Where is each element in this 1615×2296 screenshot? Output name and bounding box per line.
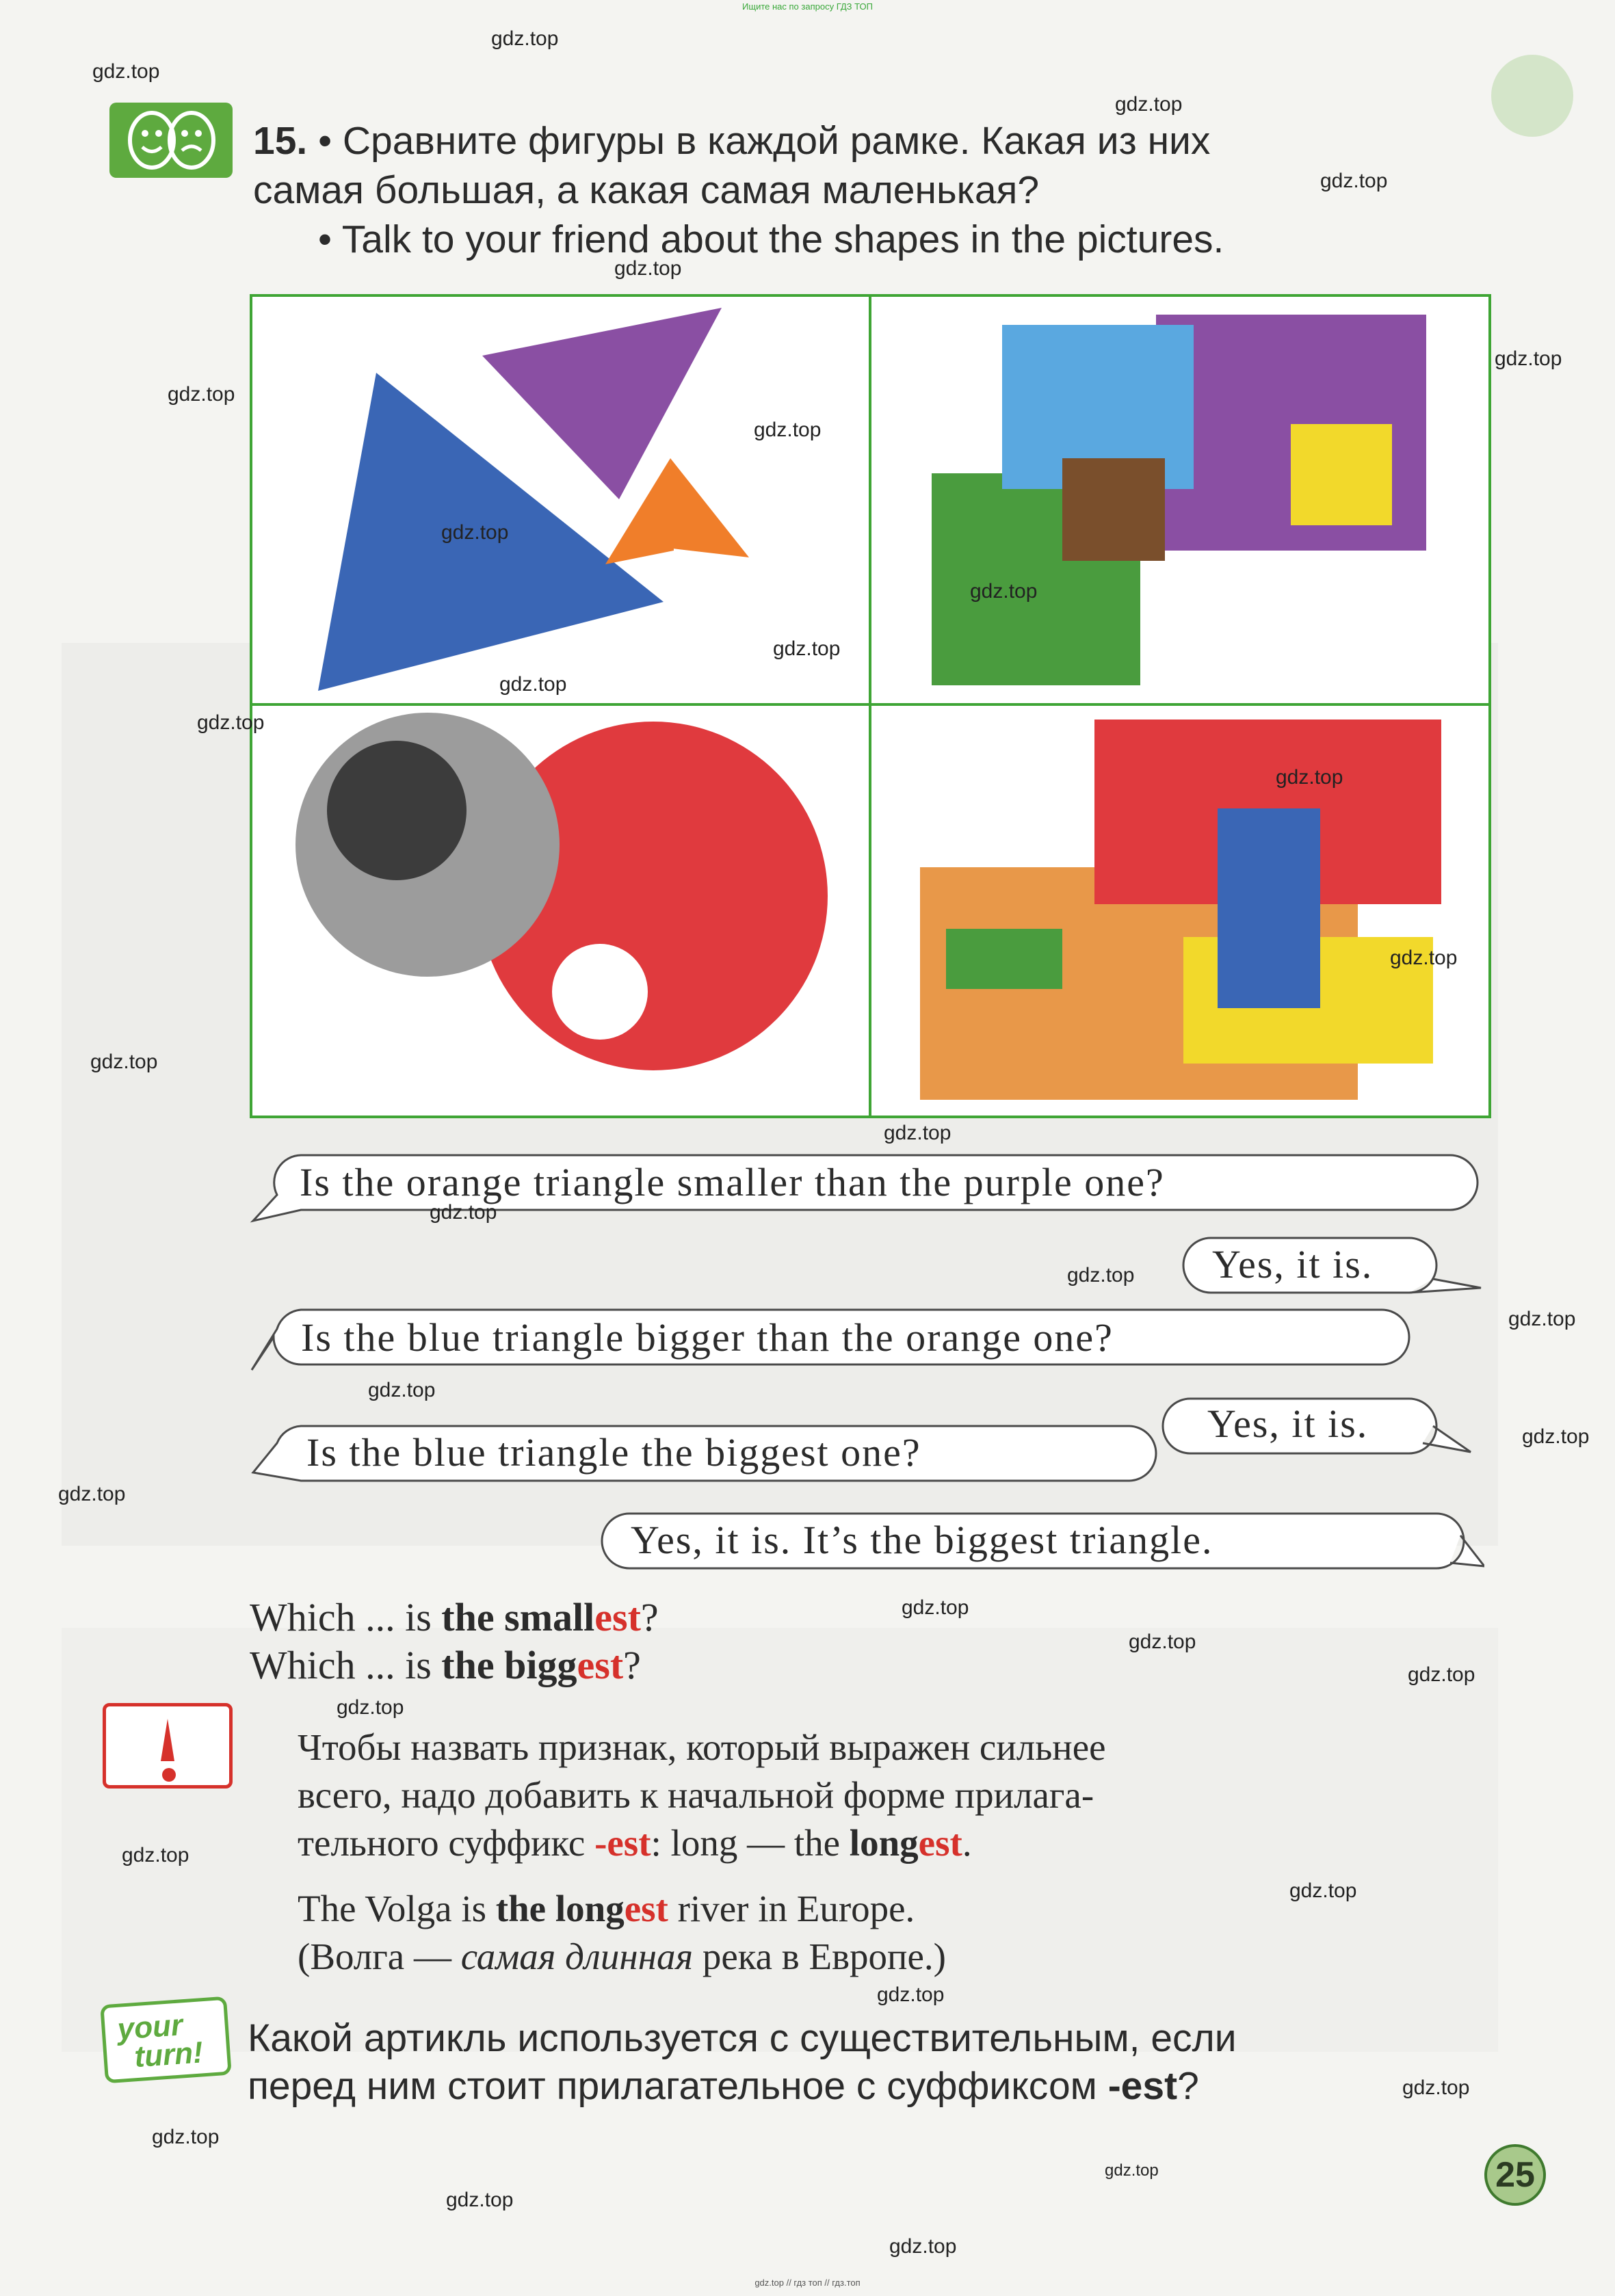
pattern-1-prefix: Which ... is (250, 1595, 442, 1639)
pattern-2-article: the (441, 1643, 505, 1687)
watermark: gdz.top (168, 383, 235, 406)
pattern-biggest (250, 1641, 641, 1689)
rule-example-suffix: est (918, 1822, 962, 1864)
shapes-figure (250, 294, 1491, 1118)
exercise-line-3: • Talk to your friend about the shapes in the pictures. (318, 217, 1224, 261)
pattern-1-stem: small (504, 1595, 595, 1639)
green-rectangle (946, 929, 1062, 989)
pattern-2-stem: bigg (504, 1643, 577, 1687)
watermark: gdz.top (884, 1122, 951, 1144)
pattern-2-prefix: Which ... is (250, 1643, 442, 1687)
your-turn-suffix: -est (1107, 2064, 1178, 2108)
rule-line-3-prefix: тельного суффикс (298, 1822, 595, 1864)
exercise-line-1 (253, 116, 1491, 166)
pattern-2-suffix: est (577, 1643, 624, 1687)
watermark: gdz.top (58, 1483, 126, 1505)
dialogue-question-2: Is the blue triangle bigger than the orange one? (301, 1315, 1114, 1360)
watermark: gdz.top (773, 637, 841, 660)
rule-translation-prefix: (Волга — (298, 1936, 461, 1977)
blue-rectangle (1218, 808, 1320, 1008)
watermark: gdz.top (1276, 766, 1343, 789)
dialogue-question-3: Is the blue triangle the biggest one? (306, 1430, 921, 1475)
rule-translation-postfix: река в Европе.) (693, 1936, 946, 1977)
your-turn-badge (100, 1996, 232, 2084)
your-turn-question (248, 2014, 1493, 2110)
rule-translation (298, 1933, 1488, 1981)
rule-translation-italic: самая длинная (460, 1936, 694, 1977)
watermark: gdz.top (902, 1596, 969, 1619)
brown-square (1062, 458, 1165, 561)
watermark: gdz.top (491, 27, 559, 50)
exercise-line-2: самая большая, а какая самая маленькая? (253, 168, 1040, 212)
watermark: gdz.top (877, 1983, 945, 2006)
watermark: gdz.top (1522, 1425, 1590, 1448)
watermark: gdz.top (1495, 347, 1562, 370)
watermark: gdz.top (368, 1379, 436, 1401)
watermark: gdz.top (970, 580, 1038, 603)
watermark: gdz.top (122, 1844, 189, 1866)
bottom-footer-link[interactable]: gdz.top // гдз топ // гдз.топ (754, 2278, 861, 2288)
watermark: gdz.top (1508, 1308, 1576, 1330)
green-circle-badge (1491, 55, 1573, 137)
rule-example-postfix: river in Europe. (668, 1888, 915, 1929)
watermark: gdz.top (152, 2126, 220, 2148)
your-turn-line-2-prefix: перед ним стоит прилагательное с суффиксом (248, 2064, 1108, 2108)
rule-line-1: Чтобы назвать признак, который выражен сильнее (298, 1726, 1106, 1768)
watermark: gdz.top (441, 521, 509, 544)
watermark: gdz.top (446, 2189, 514, 2211)
watermark: gdz.top (197, 711, 265, 734)
dark-gray-circle (327, 741, 467, 880)
watermark: gdz.top (614, 257, 682, 280)
pattern-2-question-mark: ? (623, 1643, 641, 1687)
pattern-smallest (250, 1594, 659, 1641)
your-turn-badge-line-1: your (116, 2008, 184, 2046)
watermark: gdz.top (889, 2235, 957, 2258)
watermark: gdz.top (1115, 93, 1183, 116)
watermark: gdz.top (1390, 947, 1458, 969)
your-turn-question-mark: ? (1177, 2064, 1199, 2108)
watermark: gdz.top (1129, 1631, 1196, 1653)
rule-example-stem: long (849, 1822, 919, 1864)
yellow-square (1291, 424, 1392, 525)
watermark: gdz.top (1105, 2161, 1159, 2180)
dialogue-answer-2: Yes, it is. (1207, 1401, 1369, 1446)
white-circle (552, 944, 648, 1040)
page-number: 25 (1484, 2144, 1546, 2206)
watermark: gdz.top (1402, 2076, 1470, 2099)
watermark: gdz.top (430, 1201, 497, 1224)
exercise-instructions (253, 116, 1491, 264)
your-turn-badge-line-2: turn! (133, 2035, 205, 2074)
watermark: gdz.top (1320, 170, 1388, 192)
your-turn-line-2 (248, 2062, 1493, 2110)
exercise-line-1-text: • Сравните фигуры в каждой рамке. Какая из них (318, 119, 1211, 163)
watermark: gdz.top (499, 673, 567, 696)
rule-example-article: the (495, 1888, 555, 1929)
dialogue-question-1: Is the orange triangle smaller than the purple one? (300, 1160, 1165, 1204)
rule-line-3-middle: : long — the (651, 1822, 850, 1864)
rule-line-2: всего, надо добавить к начальной форме прилага- (298, 1774, 1094, 1816)
rule-line-3 (298, 1819, 1488, 1867)
rule-example-word-suffix: est (624, 1888, 668, 1929)
rule-suffix: -est (594, 1822, 651, 1864)
watermark: gdz.top (1067, 1264, 1135, 1286)
pattern-1-question-mark: ? (640, 1595, 659, 1639)
watermark: gdz.top (1408, 1663, 1475, 1686)
rule-example-prefix: The Volga is (298, 1888, 496, 1929)
dialogue-answer-1: Yes, it is. (1212, 1242, 1374, 1286)
watermark: gdz.top (1289, 1879, 1357, 1902)
exercise-number: 15. (253, 119, 308, 163)
top-search-link[interactable]: Ищите нас по запросу ГДЗ ТОП (742, 1, 873, 12)
masks-icon (109, 103, 233, 178)
watermark: gdz.top (90, 1051, 158, 1073)
pattern-1-suffix: est (594, 1595, 641, 1639)
dialogue-answer-3: Yes, it is. It’s the biggest triangle. (631, 1518, 1213, 1562)
exclamation-icon (103, 1703, 233, 1789)
rule-line-3-dot: . (962, 1822, 972, 1864)
rule-example-word-stem: long (555, 1888, 625, 1929)
watermark: gdz.top (754, 419, 822, 441)
pattern-1-article: the (441, 1595, 505, 1639)
watermark: gdz.top (92, 60, 160, 83)
your-turn-line-1: Какой артикль используется с существительным, если (248, 2016, 1237, 2060)
watermark: gdz.top (337, 1696, 404, 1719)
grammar-rule (298, 1724, 1488, 1981)
